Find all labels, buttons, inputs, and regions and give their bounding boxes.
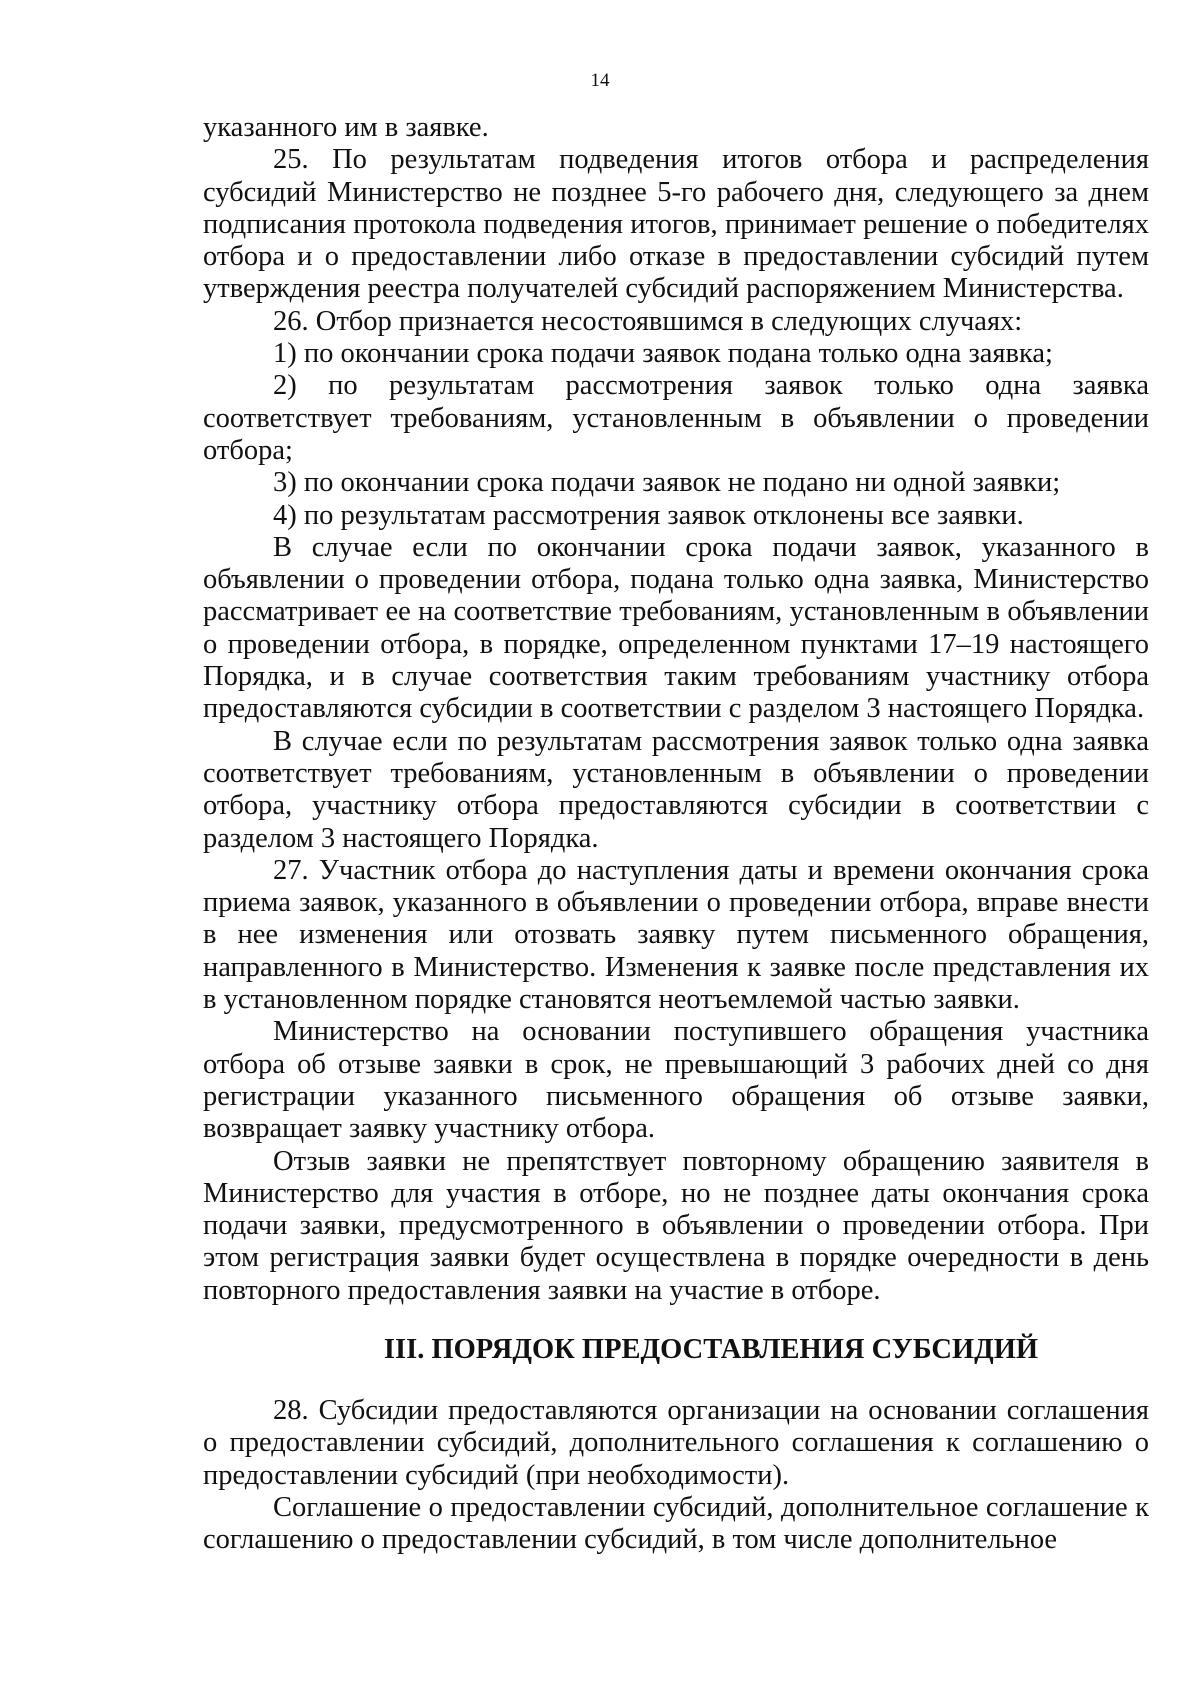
paragraphs-before-section xyxy=(203,112,1149,1307)
paragraph-withdrawal-reapply: Отзыв заявки не препятствует повторному обращению заявителя в Министерство для участия в отборе, но не позднее даты окончания срока подачи заявки, предусмотренного в объявлении о проведении отбора. При этом регистрация заявки будет осуществлена в порядке очередности в день повторного предоставления заявки на участие в отборе. xyxy=(203,1145,1149,1306)
paragraph-item-26: 26. Отбор признается несостоявшимся в следующих случаях: xyxy=(273,305,1023,337)
list-item-1: 1) по окончании срока подачи заявок подана только одна заявка; xyxy=(273,338,1053,370)
list-item-4: 4) по результатам рассмотрения заявок отклонены все заявки. xyxy=(273,499,1024,531)
paragraph-agreement: Соглашение о предоставлении субсидий, дополнительное соглашение к соглашению о предоставлении субсидий, в том числе дополнительное xyxy=(203,1491,1149,1556)
paragraph-item-28: 28. Субсидии предоставляются организации на основании соглашения о предоставлении субсидий, дополнительного соглашения к соглашению о предоставлении субсидий (при необходимости). xyxy=(203,1394,1149,1491)
paragraph-item-27: 27. Участник отбора до наступления даты и времени окончания срока приема заявок, указанного в объявлении о проведении отбора, вправе внести в нее изменения или отозвать заявку путем письменного обращения, направленного в Министерство. Изменения к заявке после представления их в установленном порядке становятся неотъемлемой частью заявки. xyxy=(203,854,1149,1016)
paragraph-continuation: указанного им в заявке. xyxy=(203,112,489,143)
paragraph-item-25: 25. По результатам подведения итогов отбора и распределения субсидий Министерство не позднее 5-го рабочего дня, следующего за днем подписания протокола подведения итогов, принимает решение о победителях отбора и о предоставлении либо отказе в предоставлении субсидий путем утверждения реестра получателей субсидий распоряжением Министерства. xyxy=(203,144,1149,305)
paragraph-withdrawal-return: Министерство на основании поступившего обращения участника отбора об отзыве заявки в срок, не превышающий 3 рабочих дней со дня регистрации указанного письменного обращения об отзыве заявки, возвращает заявку участнику отбора. xyxy=(203,1016,1149,1145)
paragraph-single-compliant: В случае если по результатам рассмотрения заявок только одна заявка соответствует требованиям, установленным в объявлении о проведении отбора, участнику отбора предоставляются субсидии в соответствии с разделом 3 настоящего Порядка. xyxy=(203,725,1149,854)
document-body xyxy=(203,112,1149,1556)
list-item-3: 3) по окончании срока подачи заявок не подано ни одной заявки; xyxy=(273,467,1061,499)
paragraph-single-application: В случае если по окончании срока подачи заявок, указанного в объявлении о проведении отбора, подана только одна заявка, Министерство рассматривает ее на соответствие требованиям, установленным в объявлении о проведении отбора, в порядке, определенном пунктами 17–19 настоящего Порядка, и в случае соответствия таким требованиям участнику отбора предоставляются субсидии в соответствии с разделом 3 настоящего Порядка. xyxy=(203,531,1149,725)
paragraphs-after-section xyxy=(203,1395,1149,1556)
page-number: 14 xyxy=(590,70,610,91)
section-heading: III. ПОРЯДОК ПРЕДОСТАВЛЕНИЯ СУБСИДИЙ xyxy=(383,1333,1039,1365)
list-item-2: 2) по результатам рассмотрения заявок только одна заявка соответствует требованиям, установленным в объявлении о проведении отбора; xyxy=(203,370,1149,466)
